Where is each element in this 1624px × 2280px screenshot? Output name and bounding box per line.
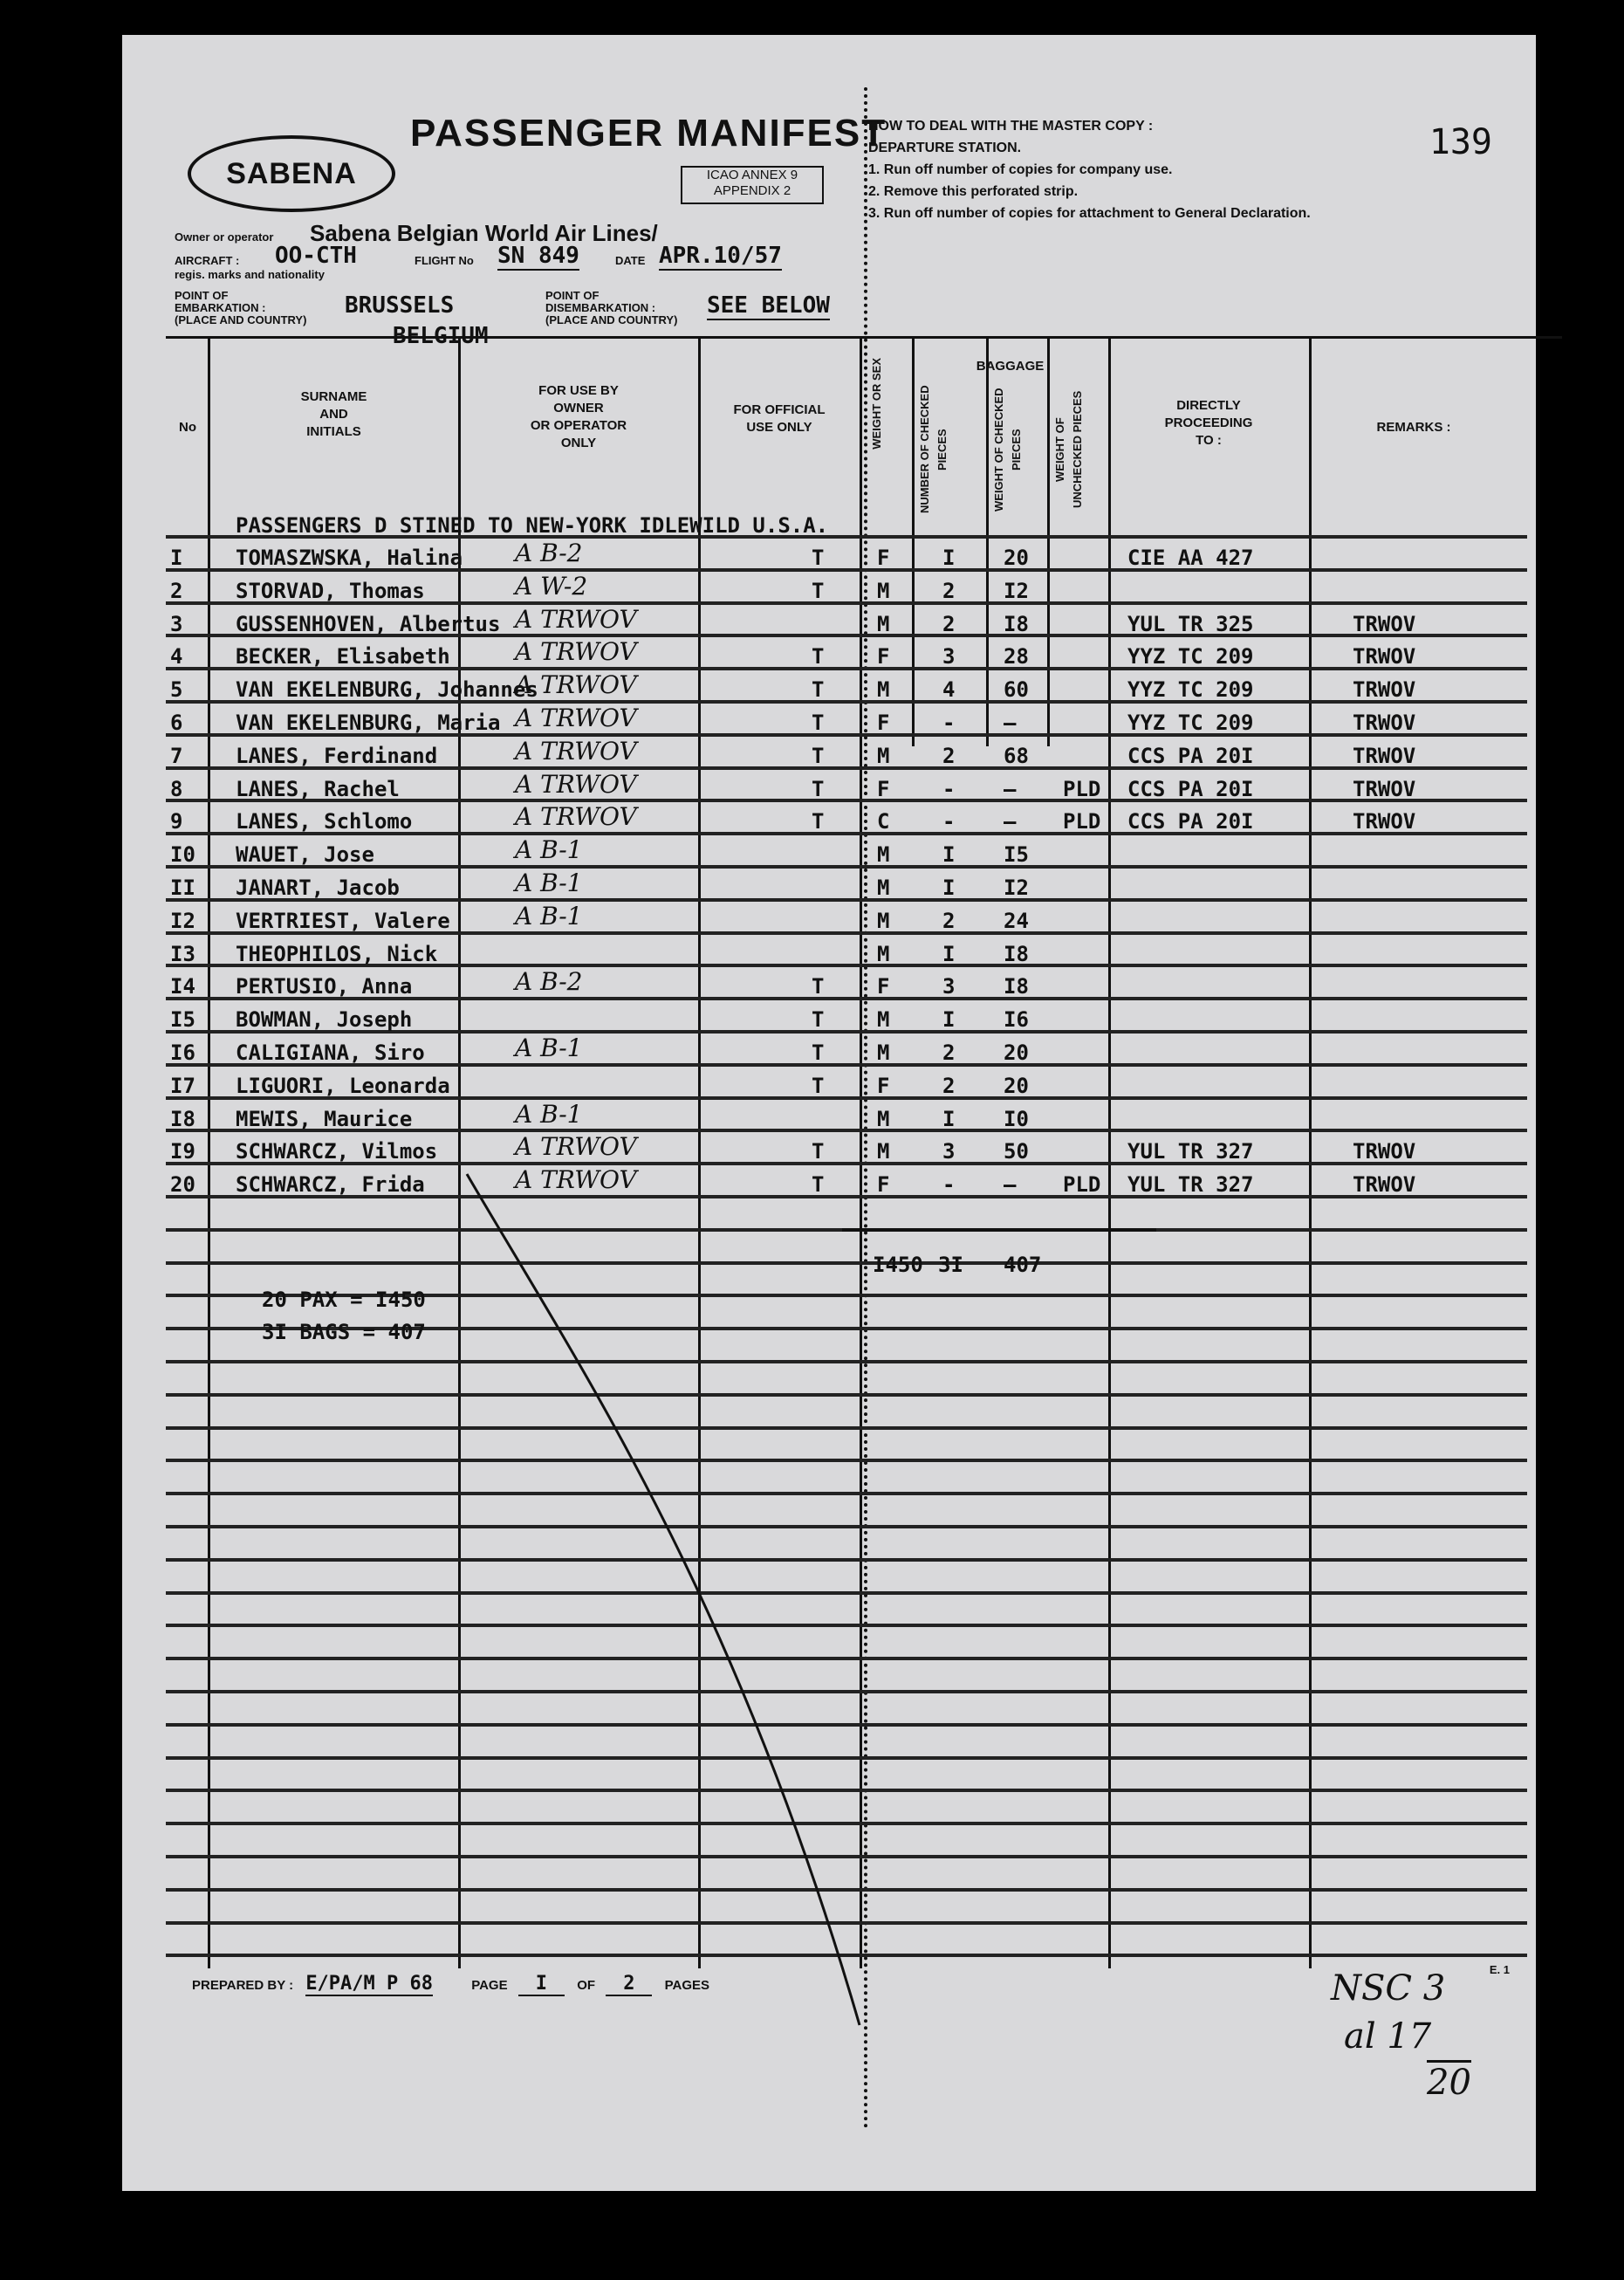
row-name: LANES, Rachel [236, 776, 400, 801]
prepared-label: PREPARED BY : [192, 1978, 294, 1993]
cancel-stroke [122, 35, 1536, 2191]
disembark-label-1: DISEMBARKATION : [545, 301, 656, 314]
row-name: MEWIS, Maurice [236, 1106, 413, 1131]
row-weight-sex: M [877, 611, 890, 636]
row-name: LANES, Ferdinand [236, 743, 438, 768]
row-checked-num: I [942, 941, 956, 966]
row-weight-sex: M [877, 908, 890, 933]
embark-label-2: (PLACE AND COUNTRY) [175, 313, 307, 326]
flight-label: FLIGHT No [415, 254, 474, 267]
of-label: OF [577, 1978, 596, 1993]
row-checked-num: - [942, 711, 956, 735]
row-checked-wt: I2 [1004, 876, 1029, 900]
row-weight-sex: F [877, 1073, 890, 1098]
row-destination: CIE AA 427 [1127, 546, 1254, 570]
row-no: 4 [170, 644, 183, 670]
row-name: LANES, Schlomo [236, 809, 413, 834]
row-checked-wt: 20 [1004, 1040, 1029, 1065]
icao-line-2: APPENDIX 2 [713, 183, 791, 198]
row-checked-wt: — [1004, 809, 1017, 834]
row-owner-code: A W-2 [515, 571, 588, 601]
row-official: T [812, 1172, 825, 1198]
row-name: VAN EKELENBURG, Maria [236, 711, 501, 735]
row-official: T [812, 546, 825, 570]
row-checked-num: 2 [942, 1040, 956, 1065]
row-checked-wt: I8 [1004, 974, 1029, 999]
row-unchecked-wt: PLD [1063, 776, 1101, 801]
date-label: DATE [615, 254, 646, 267]
row-no: I [170, 546, 183, 570]
row-no: I3 [170, 941, 195, 966]
row-no: II [170, 876, 195, 900]
footer [192, 1973, 709, 1995]
row-owner-code: A TRWOV [515, 637, 637, 667]
row-no: 8 [170, 776, 183, 801]
row-remarks: TRWOV [1353, 711, 1416, 735]
row-weight-sex: F [877, 546, 890, 570]
row-destination: YYZ TC 209 [1127, 644, 1254, 670]
row-no: 9 [170, 809, 183, 834]
row-owner-code: A TRWOV [515, 1132, 637, 1162]
embark-label-1: EMBARKATION : [175, 301, 266, 314]
row-owner-code: A TRWOV [515, 736, 637, 766]
owner-h3: ONLY [560, 436, 597, 450]
row-remarks: TRWOV [1353, 677, 1416, 703]
row-official: T [812, 578, 825, 603]
owner-label: Owner or operator [175, 230, 274, 244]
row-name: BOWMAN, Joseph [236, 1007, 413, 1033]
row-owner-code: A TRWOV [515, 704, 637, 732]
row-name: WAUET, Jose [236, 842, 374, 868]
row-owner-code: A B-1 [515, 1034, 583, 1062]
directly-h2: TO : [1196, 433, 1222, 448]
row-destination: YUL TR 327 [1127, 1139, 1254, 1164]
weight-sex-text: WEIGHT OR SEX [870, 358, 883, 450]
row-name: THEOPHILOS, Nick [236, 941, 438, 966]
embark-country: BELGIUM [393, 323, 489, 349]
summary-bags: 3I BAGS = 407 [262, 1320, 426, 1344]
instr-1: DEPARTURE STATION. [868, 141, 1022, 155]
row-checked-num: - [942, 776, 956, 801]
owner-value: Sabena Belgian World Air Lines/ [310, 220, 658, 246]
flight-value: SN 849 [497, 243, 579, 269]
col-baggage-header: BAGGAGE [976, 359, 1045, 374]
row-checked-num: 2 [942, 1073, 956, 1098]
checked-num-text: NUMBER OF CHECKED PIECES [918, 385, 949, 514]
row-checked-wt: 20 [1004, 546, 1029, 570]
row-destination: YYZ TC 209 [1127, 711, 1254, 735]
row-official: T [812, 809, 825, 834]
row-official: T [812, 1139, 825, 1164]
row-checked-wt: I5 [1004, 842, 1029, 868]
row-name: LIGUORI, Leonarda [236, 1073, 450, 1098]
row-weight-sex: M [877, 1007, 890, 1033]
row-checked-num: - [942, 1172, 956, 1198]
disembark-label-2: (PLACE AND COUNTRY) [545, 313, 678, 326]
row-no: I4 [170, 974, 195, 999]
aircraft-value: OO-CTH [275, 243, 357, 269]
row-name: PERTUSIO, Anna [236, 974, 413, 999]
unchecked-wt-text: WEIGHT OF UNCHECKED PIECES [1053, 390, 1084, 509]
row-official: T [812, 776, 825, 801]
row-no: 6 [170, 711, 183, 735]
row-owner-code: A TRWOV [515, 1165, 637, 1195]
row-name: VAN EKELENBURG, Johannes [236, 677, 538, 703]
row-checked-num: 2 [942, 611, 956, 636]
row-destination: CCS PA 20I [1127, 743, 1254, 768]
row-weight-sex: M [877, 1040, 890, 1065]
handwritten-note-1: NSC 3 [1331, 1968, 1446, 2009]
row-name: SCHWARCZ, Frida [236, 1172, 425, 1198]
row-name: VERTRIEST, Valere [236, 908, 450, 933]
row-checked-num: - [942, 809, 956, 834]
row-checked-wt: — [1004, 776, 1017, 801]
handwritten-note-3: 20 [1427, 2060, 1471, 2103]
row-checked-wt: I8 [1004, 941, 1029, 966]
row-destination: CCS PA 20I [1127, 809, 1254, 834]
row-destination: YUL TR 327 [1127, 1172, 1254, 1198]
col-no-header: No [179, 420, 196, 435]
row-remarks: TRWOV [1353, 809, 1416, 834]
row-weight-sex: M [877, 941, 890, 966]
total-bag-weight: 407 [1004, 1253, 1042, 1277]
row-remarks: TRWOV [1353, 611, 1416, 636]
disembark-value: SEE BELOW [707, 292, 830, 319]
row-destination: YUL TR 325 [1127, 611, 1254, 636]
row-name: TOMASZWSKA, Halina [236, 546, 463, 570]
row-checked-num: I [942, 1007, 956, 1033]
destination-line: PASSENGERS D STINED TO NEW-YORK IDLEWILD U.S.A. [236, 513, 829, 538]
row-destination: YYZ TC 209 [1127, 677, 1254, 703]
directly-h1: PROCEEDING [1164, 415, 1253, 430]
row-checked-wt: I2 [1004, 578, 1029, 603]
row-no: I8 [170, 1106, 195, 1131]
row-no: I7 [170, 1073, 195, 1098]
instr-4: 3. Run off number of copies for attachment to General Declaration. [868, 206, 1311, 221]
total-weight: I450 [873, 1253, 923, 1277]
row-remarks: TRWOV [1353, 1139, 1416, 1164]
row-checked-num: 3 [942, 1139, 956, 1164]
row-name: STORVAD, Thomas [236, 578, 425, 603]
row-official: T [812, 1040, 825, 1065]
handwritten-note-2: al 17 [1344, 2016, 1432, 2057]
row-no: 3 [170, 611, 183, 636]
row-checked-wt: I8 [1004, 611, 1029, 636]
row-weight-sex: F [877, 776, 890, 801]
row-name: JANART, Jacob [236, 876, 400, 900]
row-remarks: TRWOV [1353, 1172, 1416, 1198]
row-official: T [812, 1073, 825, 1098]
row-no: I2 [170, 908, 195, 933]
total-pieces: 3I [938, 1253, 963, 1277]
disembark-label-0: POINT OF [545, 289, 600, 302]
row-official: T [812, 1007, 825, 1033]
row-no: 20 [170, 1172, 195, 1198]
row-unchecked-wt: PLD [1063, 809, 1101, 834]
row-weight-sex: F [877, 644, 890, 670]
date-value: APR.10/57 [659, 243, 782, 269]
manifest-sheet [122, 35, 1536, 2191]
row-owner-code: A B-1 [515, 835, 583, 865]
row-weight-sex: M [877, 743, 890, 768]
of-value: 2 [606, 1973, 652, 1996]
row-remarks: TRWOV [1353, 743, 1416, 768]
row-checked-wt: 60 [1004, 677, 1029, 703]
instr-0: HOW TO DEAL WITH THE MASTER COPY : [868, 119, 1154, 134]
row-official: T [812, 677, 825, 703]
corner-mark: E. 1 [1489, 1963, 1510, 1976]
row-name: BECKER, Elisabeth [236, 644, 450, 670]
page-number: 139 [1429, 122, 1492, 162]
row-unchecked-wt: PLD [1063, 1172, 1101, 1198]
row-no: I6 [170, 1040, 195, 1065]
row-checked-wt: 68 [1004, 743, 1029, 768]
row-owner-code: A B-1 [515, 1099, 583, 1129]
row-checked-num: I [942, 546, 956, 570]
row-checked-num: 4 [942, 677, 956, 703]
owner-h1: OWNER [553, 401, 604, 415]
row-destination: CCS PA 20I [1127, 776, 1254, 801]
col-remarks-header: REMARKS : [1376, 420, 1451, 435]
aircraft-sublabel: regis. marks and nationality [175, 268, 325, 281]
row-no: 5 [170, 677, 183, 703]
page-label: PAGE [471, 1978, 508, 1993]
pages-label: PAGES [664, 1978, 710, 1993]
row-owner-code: A B-2 [515, 967, 583, 997]
row-checked-wt: 28 [1004, 644, 1029, 670]
row-no: I5 [170, 1007, 195, 1033]
surname-h1: AND [319, 407, 348, 422]
embark-label-0: POINT OF [175, 289, 229, 302]
row-no: 7 [170, 743, 183, 768]
row-owner-code: A B-1 [515, 901, 583, 931]
row-checked-num: 2 [942, 743, 956, 768]
row-weight-sex: F [877, 974, 890, 999]
logo-text: SABENA [226, 156, 357, 190]
row-owner-code: A B-2 [515, 539, 583, 567]
row-checked-wt: 24 [1004, 908, 1029, 933]
icao-line-1: ICAO ANNEX 9 [706, 168, 798, 182]
row-checked-num: I [942, 842, 956, 868]
row-name: SCHWARCZ, Vilmos [236, 1139, 438, 1164]
row-official: T [812, 974, 825, 999]
surname-h2: INITIALS [306, 424, 361, 439]
owner-h0: FOR USE BY [538, 383, 619, 398]
checked-wt-text: WEIGHT OF CHECKED PIECES [992, 388, 1023, 512]
owner-h2: OR OPERATOR [530, 418, 627, 433]
row-owner-code: A TRWOV [515, 604, 637, 634]
row-name: GUSSENHOVEN, Albertus [236, 611, 501, 636]
prepared-value: E/PA/M P 68 [305, 1973, 434, 1995]
embark-city: BRUSSELS [345, 292, 455, 319]
row-checked-num: I [942, 1106, 956, 1131]
row-checked-num: 2 [942, 908, 956, 933]
row-remarks: TRWOV [1353, 644, 1416, 670]
row-weight-sex: F [877, 711, 890, 735]
row-owner-code: A TRWOV [515, 670, 637, 700]
row-weight-sex: M [877, 677, 890, 703]
row-owner-code: A B-1 [515, 869, 583, 897]
row-weight-sex: C [877, 809, 890, 834]
row-owner-code: A TRWOV [515, 802, 637, 832]
instr-2: 1. Run off number of copies for company use. [868, 162, 1173, 177]
surname-h0: SURNAME [300, 389, 367, 404]
row-no: 2 [170, 578, 183, 603]
row-checked-num: I [942, 876, 956, 900]
row-weight-sex: M [877, 842, 890, 868]
row-weight-sex: M [877, 876, 890, 900]
row-weight-sex: M [877, 578, 890, 603]
aircraft-label: AIRCRAFT : [175, 254, 240, 267]
row-checked-wt: — [1004, 1172, 1017, 1198]
row-checked-wt: I6 [1004, 1007, 1029, 1033]
row-checked-wt: — [1004, 711, 1017, 735]
directly-h0: DIRECTLY [1176, 398, 1241, 413]
row-weight-sex: M [877, 1106, 890, 1131]
row-official: T [812, 644, 825, 670]
row-weight-sex: M [877, 1139, 890, 1164]
row-no: I0 [170, 842, 195, 868]
row-owner-code: A TRWOV [515, 769, 637, 799]
official-h1: USE ONLY [746, 420, 812, 435]
row-checked-wt: 50 [1004, 1139, 1029, 1164]
page-value: I [518, 1973, 565, 1996]
summary-pax: 20 PAX = I450 [262, 1288, 426, 1312]
row-official: T [812, 711, 825, 735]
row-name: CALIGIANA, Siro [236, 1040, 425, 1065]
instr-3: 2. Remove this perforated strip. [868, 184, 1079, 199]
row-checked-num: 3 [942, 974, 956, 999]
row-checked-wt: 20 [1004, 1073, 1029, 1098]
cancel-stroke-path [467, 1174, 860, 2025]
row-official: T [812, 743, 825, 768]
row-checked-wt: I0 [1004, 1106, 1029, 1131]
row-weight-sex: F [877, 1172, 890, 1198]
page-title: PASSENGER MANIFEST [410, 112, 887, 155]
row-checked-num: 2 [942, 578, 956, 603]
row-remarks: TRWOV [1353, 776, 1416, 801]
row-no: I9 [170, 1139, 195, 1164]
row-checked-num: 3 [942, 644, 956, 670]
official-h0: FOR OFFICIAL [733, 402, 826, 417]
